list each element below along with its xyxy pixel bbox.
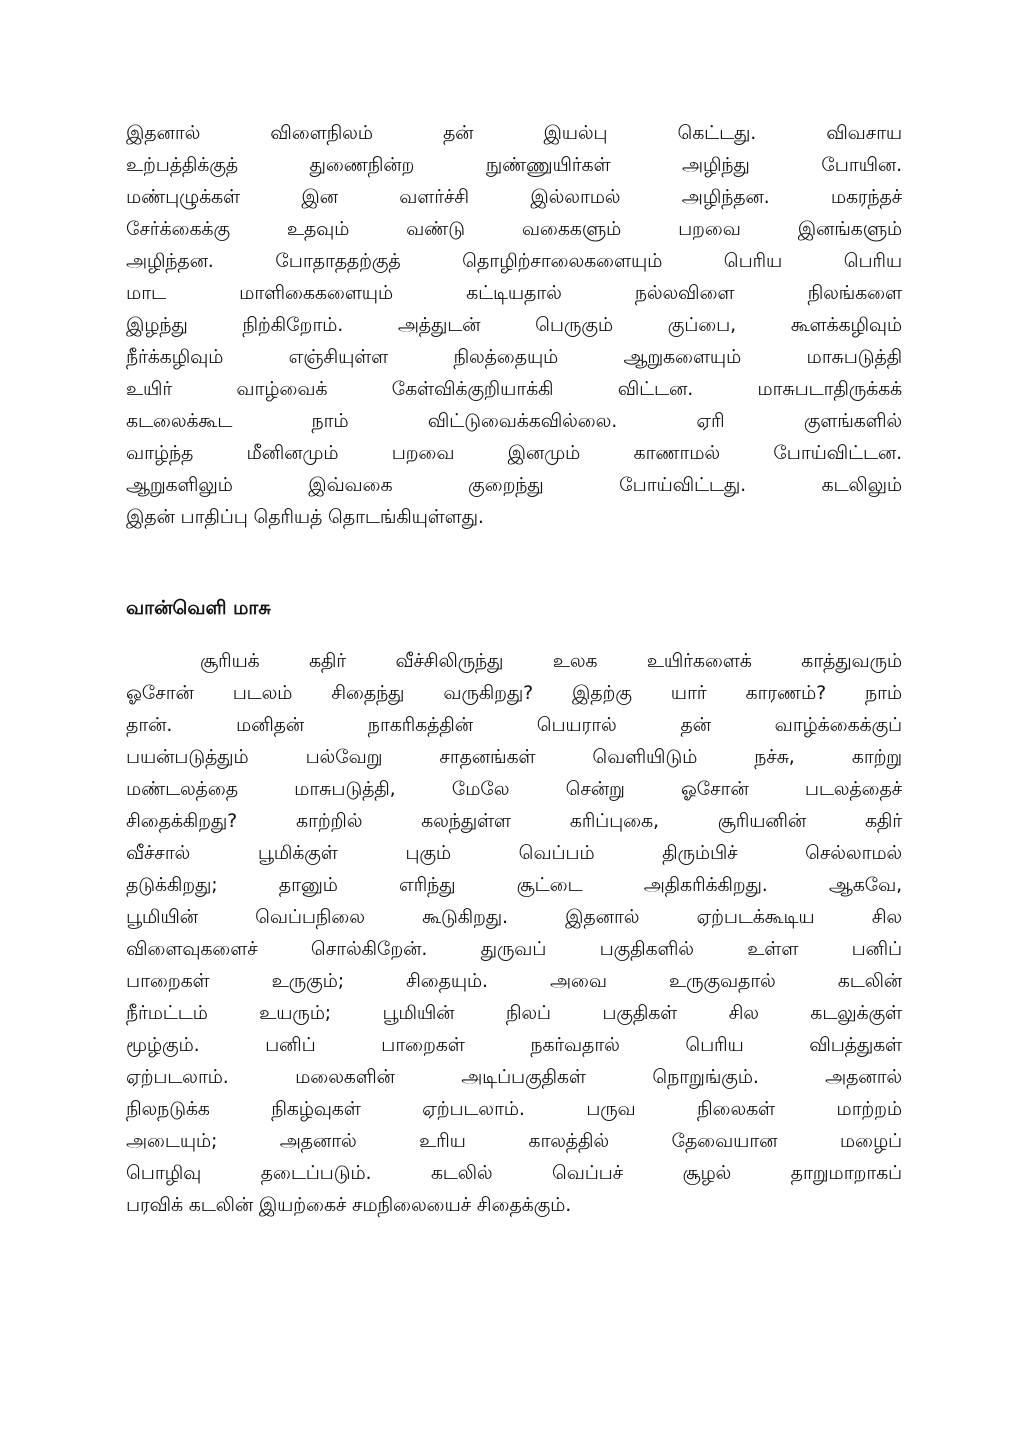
text-line: தடுக்கிறது; தானும் எரிந்து சூட்டை அதிகரிக்கிறது. ஆகவே, <box>126 874 902 896</box>
text-line: உற்பத்திக்குத் துணைநின்ற நுண்ணுயிர்கள் அழிந்து போயின. <box>126 154 902 176</box>
paragraph-1 <box>126 117 902 533</box>
text-line: நீர்க்கழிவும் எஞ்சியுள்ள நிலத்தையும் ஆறுகளையும் மாசுபடுத்தி <box>126 346 902 368</box>
text-line: வாழ்ந்த மீனினமும் பறவை இனமும் காணாமல் போய்விட்டன. <box>126 442 902 464</box>
text-line: நீர்மட்டம் உயரும்; பூமியின் நிலப் பகுதிகள் சில கடலுக்குள் <box>126 1002 902 1024</box>
text-line: இழந்து நிற்கிறோம். அத்துடன் பெருகும் குப்பை, கூளக்கழிவும் <box>126 314 902 336</box>
text-line: மாட மாளிகைகளையும் கட்டியதால் நல்லவிளை நிலங்களை <box>126 282 902 304</box>
text-line: விளைவுகளைச் சொல்கிறேன். துருவப் பகுதிகளில் உள்ள பனிப் <box>126 938 902 960</box>
text-line: ஓசோன் படலம் சிதைந்து வருகிறது? இதற்கு யார் காரணம்? நாம் <box>126 682 902 704</box>
text-line: பொழிவு தடைப்படும். கடலில் வெப்பச் சூழல் தாறுமாறாகப் <box>126 1162 902 1184</box>
text-line: ஆறுகளிலும் இவ்வகை குறைந்து போய்விட்டது. கடலிலும் <box>126 474 902 496</box>
paragraph-2 <box>126 645 902 1221</box>
text-line: அடையும்; அதனால் உரிய காலத்தில் தேவையான மழைப் <box>126 1130 902 1152</box>
section-heading: வான்வெளி மாசு <box>126 597 271 619</box>
text-line: மண்புழுக்கள் இன வளர்ச்சி இல்லாமல் அழிந்தன. மகரந்தச் <box>126 186 902 208</box>
text-line: வீச்சால் பூமிக்குள் புகும் வெப்பம் திரும்பிச் செல்லாமல் <box>126 842 902 864</box>
text-line: இதனால் விளைநிலம் தன் இயல்பு கெட்டது. விவசாய <box>126 122 902 144</box>
text-line: பரவிக் கடலின் இயற்கைச் சமநிலையைச் சிதைக்கும். <box>126 1194 572 1216</box>
text-line: மண்டலத்தை மாசுபடுத்தி, மேலே சென்று ஓசோன் படலத்தைச் <box>126 778 902 800</box>
text-line: பூமியின் வெப்பநிலை கூடுகிறது. இதனால் ஏற்படக்கூடிய சில <box>126 906 902 928</box>
text-line: ஏற்படலாம். மலைகளின் அடிப்பகுதிகள் நொறுங்கும். அதனால் <box>126 1066 902 1088</box>
text-line: கடலைக்கூட நாம் விட்டுவைக்கவில்லை. ஏரி குளங்களில் <box>126 410 902 432</box>
text-line: சேர்க்கைக்கு உதவும் வண்டு வகைகளும் பறவை இனங்களும் <box>126 218 902 240</box>
text-line: உயிர் வாழ்வைக் கேள்விக்குறியாக்கி விட்டன. மாசுபடாதிருக்கக் <box>126 378 902 400</box>
text-line: இதன் பாதிப்பு தெரியத் தொடங்கியுள்ளது. <box>126 506 484 528</box>
text-line: மூழ்கும். பனிப் பாறைகள் நகர்வதால் பெரிய விபத்துகள் <box>126 1034 902 1056</box>
text-line: பாறைகள் உருகும்; சிதையும். அவை உருகுவதால் கடலின் <box>126 970 902 992</box>
text-line: பயன்படுத்தும் பல்வேறு சாதனங்கள் வெளியிடும் நச்சு, காற்று <box>126 746 902 768</box>
text-line: அழிந்தன. போதாததற்குத் தொழிற்சாலைகளையும் பெரிய பெரிய <box>126 250 902 272</box>
text-line: நிலநடுக்க நிகழ்வுகள் ஏற்படலாம். பருவ நிலைகள் மாற்றம் <box>126 1098 902 1120</box>
text-line: தான். மனிதன் நாகரிகத்தின் பெயரால் தன் வாழ்க்கைக்குப் <box>126 714 902 736</box>
text-line: சிதைக்கிறது? காற்றில் கலந்துள்ள கரிப்புகை, சூரியனின் கதிர் <box>126 810 902 832</box>
text-line: சூரியக் கதிர் வீச்சிலிருந்து உலக உயிர்களைக் காத்துவரும் <box>200 650 902 672</box>
